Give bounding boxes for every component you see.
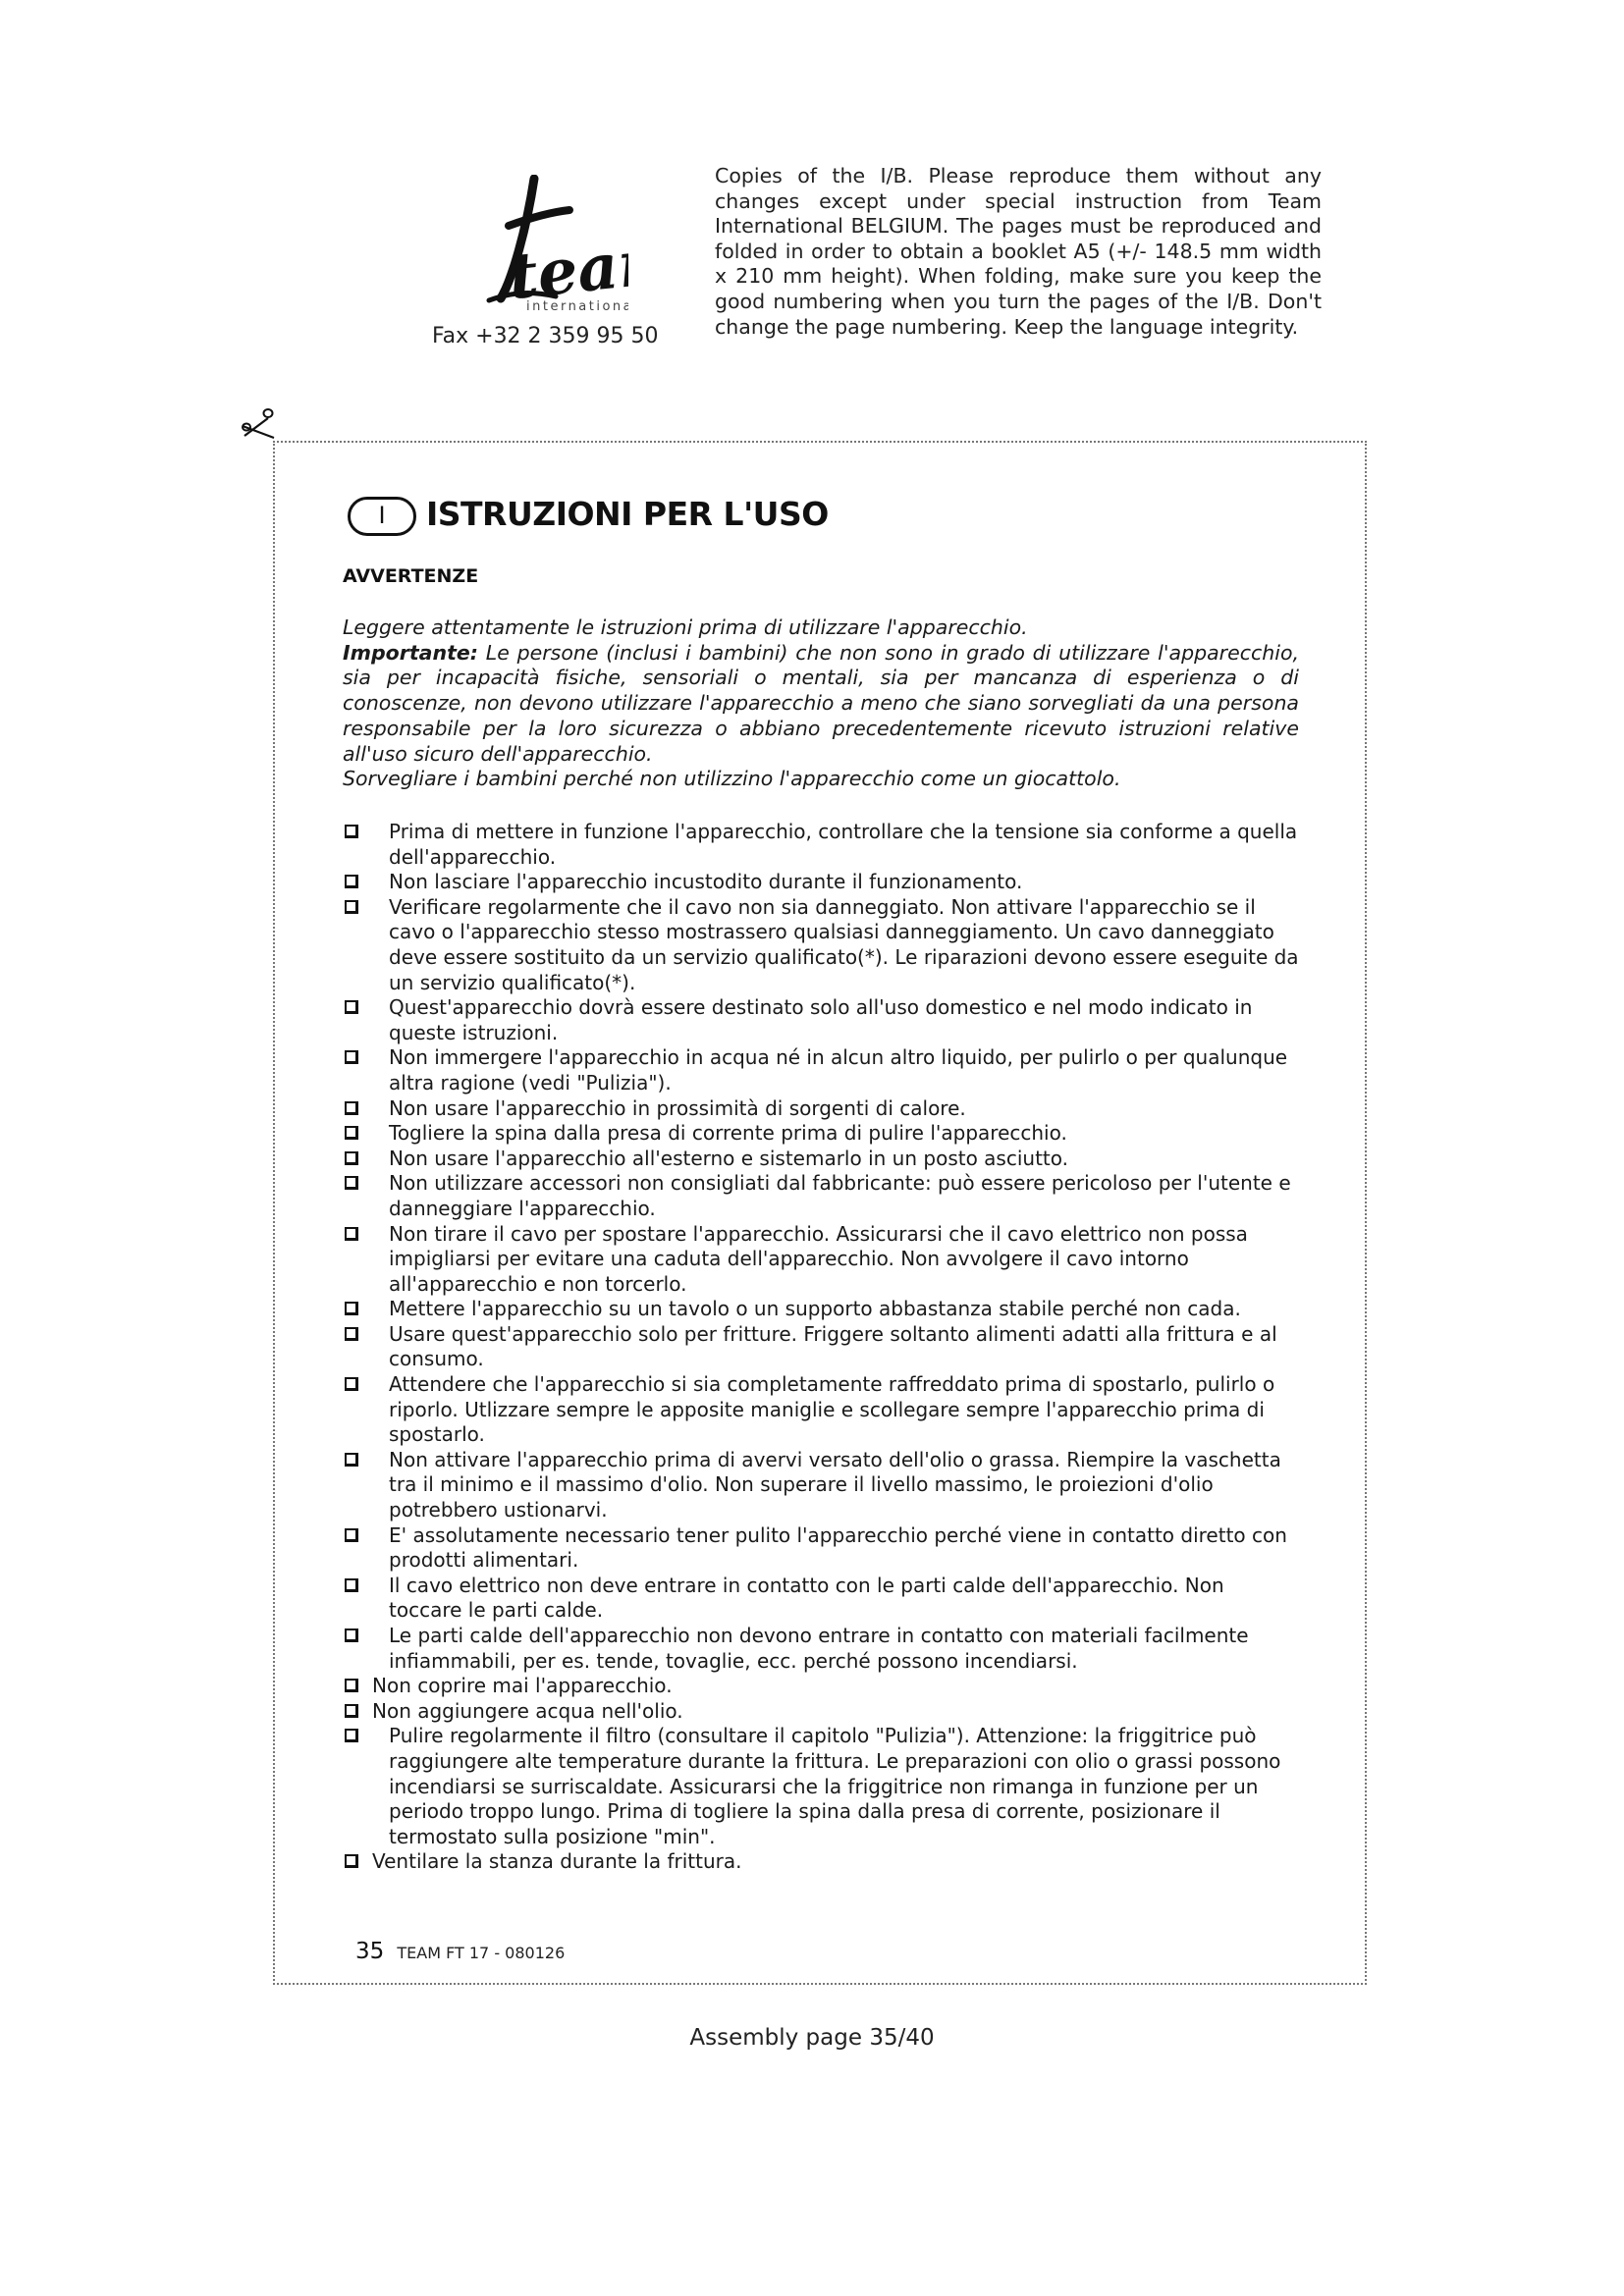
list-item-text: Pulire regolarmente il filtro (consultare il capitolo "Pulizia"). Attenzione: la friggitrice può raggiungere alte temperature durante la frittura. Le preparazioni con olio o grassi possono incendiarsi se surriscaldate. Assicurarsi che la friggitrice non rimanga in funzione per un periodo troppo lungo. Prima di togliere la spina dalla presa di corrente, posizionare il termostato sulla posizione "min". — [389, 1724, 1281, 1848]
checkbox-icon — [345, 1854, 358, 1868]
checkbox-icon — [345, 1629, 358, 1642]
scissors-icon — [239, 406, 278, 440]
list-item — [343, 895, 1300, 995]
list-item-text: Non usare l'apparecchio in prossimità di sorgenti di calore. — [389, 1095, 966, 1120]
list-item — [343, 1297, 1300, 1322]
list-item — [343, 1372, 1300, 1448]
list-item — [343, 820, 1300, 870]
model-code: TEAM FT 17 - 080126 — [397, 1944, 566, 1962]
list-item-text: Prima di mettere in funzione l'apparecchio, controllare che la tensione sia conforme a quella dell'apparecchio. — [389, 820, 1298, 869]
list-item — [343, 1724, 1300, 1849]
list-item — [343, 1574, 1300, 1624]
list-item — [343, 1222, 1300, 1298]
checkbox-icon — [345, 1679, 358, 1692]
list-item-text: Usare quest'apparecchio solo per fritture. Friggere soltanto alimenti adatti alla frittura e al consumo. — [389, 1321, 1277, 1371]
checkbox-icon — [345, 1176, 358, 1190]
list-item-text: Togliere la spina dalla presa di corrente prima di pulire l'apparecchio. — [389, 1121, 1067, 1146]
checkbox-icon — [345, 1327, 358, 1341]
section-heading: AVVERTENZE — [343, 565, 479, 587]
list-item — [343, 1699, 1300, 1725]
list-item-text: Non attivare l'apparecchio prima di avervi versato dell'olio o grassa. Riempire la vaschetta tra il minimo e il massimo d'olio. Non superare il livello massimo, le proiezioni d'olio potrebbero ustionarvi. — [389, 1447, 1281, 1522]
page-number: 35 — [355, 1939, 385, 1964]
page-footer — [355, 1939, 565, 1964]
list-item-text: Mettere l'apparecchio su un tavolo o un supporto abbastanza stabile perché non cada. — [389, 1297, 1241, 1321]
list-item — [343, 1523, 1300, 1574]
checkbox-icon — [345, 875, 358, 888]
checkbox-icon — [345, 1126, 358, 1140]
checkbox-icon — [345, 1000, 358, 1014]
checkbox-icon — [345, 900, 358, 914]
list-item-text: Non lasciare l'apparecchio incustodito durante il funzionamento. — [389, 870, 1023, 894]
important-label: Importante: — [343, 640, 478, 665]
checkbox-icon — [345, 1729, 358, 1742]
list-item — [343, 870, 1300, 895]
list-item — [343, 1045, 1300, 1095]
list-item — [343, 1171, 1300, 1221]
intro-text — [343, 615, 1299, 792]
important-text: Le persone (inclusi i bambini) che non sono in grado di utilizzare l'apparecchio, sia per incapacità fisiche, sensoriali o mentali, sia per mancanza di esperienza o di conoscenze, non devono utilizzare l'apparecchio a meno che siano sorvegliati da una persona responsabile per la loro sicurezza o abbiano precedentemente ricevuto istruzioni relative all'uso sicuro dell'apparecchio. — [343, 640, 1299, 766]
list-item — [343, 1674, 1300, 1699]
team-international-logo — [461, 175, 628, 322]
fax-number: Fax +32 2 359 95 50 — [432, 324, 659, 348]
list-item-text: Quest'apparecchio dovrà essere destinato solo all'uso domestico e nel modo indicato in queste istruzioni. — [389, 995, 1253, 1044]
reproduction-notice: Copies of the I/B. Please reproduce them without any changes except under special instruction from Team International BELGIUM. The pages must be reproduced and folded in order to obtain a booklet A5 (+/- 148.5 mm width x 210 mm height). When folding, make sure you keep the good numbering when you turn the pages of the I/B. Don't change the page numbering. Keep the language integrity. — [715, 164, 1322, 339]
intro-line: Sorvegliare i bambini perché non utilizzino l'apparecchio come un giocattolo. — [343, 767, 1121, 791]
list-item — [343, 1121, 1300, 1147]
checkbox-icon — [345, 1302, 358, 1315]
list-item — [343, 1322, 1300, 1372]
list-item-text: Il cavo elettrico non deve entrare in contatto con le parti calde dell'apparecchio. Non toccare le parti calde. — [389, 1573, 1224, 1623]
list-item-text: E' assolutamente necessario tener pulito l'apparecchio perché viene in contatto diretto con prodotti alimentari. — [389, 1522, 1287, 1573]
list-item — [343, 1096, 1300, 1122]
list-item-text: Ventilare la stanza durante la frittura. — [372, 1849, 742, 1874]
list-item — [343, 1448, 1300, 1523]
checkbox-icon — [345, 1227, 358, 1241]
logo-subtitle: international — [526, 299, 628, 314]
list-item — [343, 1624, 1300, 1674]
checkbox-icon — [345, 1578, 358, 1592]
list-item — [343, 995, 1300, 1045]
list-item-text: Non immergere l'apparecchio in acqua né in alcun altro liquido, per pulirlo o per qualunque altra ragione (vedi "Pulizia"). — [389, 1045, 1288, 1095]
checkbox-icon — [345, 1151, 358, 1165]
checkbox-icon — [345, 825, 358, 838]
checkbox-icon — [345, 1453, 358, 1467]
list-item-text: Attendere che l'apparecchio si sia completamente raffreddato prima di spostarlo, pulirlo o riporlo. Utlizzare sempre le apposite maniglie e scollegare sempre l'apparecchio prima di spostarlo. — [389, 1372, 1275, 1447]
checkbox-icon — [345, 1704, 358, 1718]
important-paragraph — [343, 641, 1299, 768]
checkbox-icon — [345, 1377, 358, 1391]
logo-wordmark: team — [505, 222, 628, 315]
language-badge: I — [348, 497, 416, 536]
list-item — [343, 1849, 1300, 1875]
list-item-text: Non aggiungere acqua nell'olio. — [372, 1698, 683, 1723]
checkbox-icon — [345, 1101, 358, 1115]
checkbox-icon — [345, 1050, 358, 1064]
page-title: ISTRUZIONI PER L'USO — [426, 495, 829, 533]
checkbox-icon — [345, 1528, 358, 1542]
list-item-text: Non coprire mai l'apparecchio. — [372, 1674, 673, 1698]
list-item-text: Verificare regolarmente che il cavo non sia danneggiato. Non attivare l'apparecchio se il cavo o l'apparecchio stesso mostrassero qualsiasi danneggiamento. Un cavo danneggiato deve essere sostituito da un servizio qualificato(*). Le riparazioni devono essere eseguite da un servizio qualificato(*). — [389, 894, 1299, 994]
assembly-page-label: Assembly page 35/40 — [689, 2025, 935, 2051]
list-item — [343, 1147, 1300, 1172]
list-item-text: Non utilizzare accessori non consigliati dal fabbricante: può essere pericoloso per l'utente e danneggiare l'apparecchio. — [389, 1171, 1291, 1220]
warnings-list — [343, 820, 1300, 1875]
list-item-text: Le parti calde dell'apparecchio non devono entrare in contatto con materiali facilmente infiammabili, per es. tende, tovaglie, ecc. perché possono incendiarsi. — [389, 1624, 1249, 1673]
list-item-text: Non usare l'apparecchio all'esterno e sistemarlo in un posto asciutto. — [389, 1146, 1069, 1170]
intro-line: Leggere attentamente le istruzioni prima di utilizzare l'apparecchio. — [343, 615, 1028, 639]
list-item-text: Non tirare il cavo per spostare l'apparecchio. Assicurarsi che il cavo elettrico non possa impigliarsi per evitare una caduta dell'apparecchio. Non avvolgere il cavo intorno all'apparecchio e non torcerlo. — [389, 1221, 1248, 1296]
